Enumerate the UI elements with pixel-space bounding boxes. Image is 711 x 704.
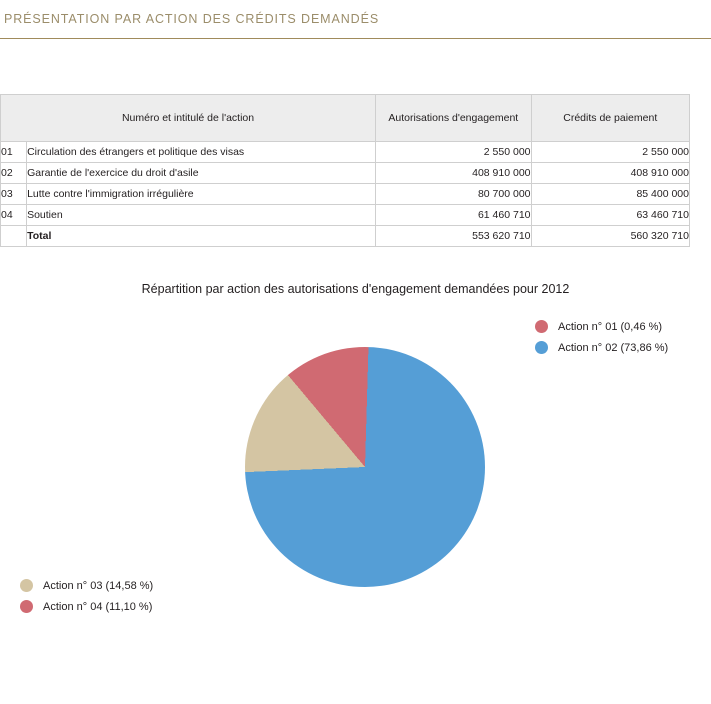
cell-action-number: 01	[1, 142, 27, 163]
legend-label: Action n° 04 (11,10 %)	[43, 600, 153, 613]
cell-action-label: Soutien	[27, 205, 376, 226]
legend-swatch-icon	[20, 600, 33, 613]
legend-swatch-icon	[535, 341, 548, 354]
table-row	[1, 184, 690, 205]
cell-action-label: Garantie de l'exercice du droit d'asile	[27, 163, 376, 184]
legend-swatch-icon	[535, 320, 548, 333]
column-header-cp: Crédits de paiement	[531, 95, 689, 142]
column-header-action: Numéro et intitulé de l'action	[1, 95, 376, 142]
header-divider	[0, 38, 711, 39]
cell-action-label: Circulation des étrangers et politique des visas	[27, 142, 376, 163]
chart-title: Répartition par action des autorisations d'engagement demandées pour 2012	[141, 282, 570, 296]
cell-total-label: Total	[27, 226, 376, 247]
legend-swatch-icon	[20, 579, 33, 592]
table-header	[1, 95, 690, 142]
legend-item	[20, 596, 153, 617]
legend-label: Action n° 03 (14,58 %)	[43, 579, 154, 592]
cell-cp: 2 550 000	[531, 142, 689, 163]
legend-item	[20, 575, 153, 596]
column-header-ae: Autorisations d'engagement	[376, 95, 531, 142]
pie-chart	[245, 347, 485, 587]
legend-label: Action n° 02 (73,86 %)	[558, 341, 669, 354]
cell-ae: 408 910 000	[376, 163, 531, 184]
page-header	[0, 12, 711, 42]
table-body	[1, 142, 690, 247]
chart-legend-bottom	[20, 575, 153, 617]
table-row	[1, 142, 690, 163]
legend-item	[535, 316, 668, 337]
cell-ae: 80 700 000	[376, 184, 531, 205]
cell-ae: 2 550 000	[376, 142, 531, 163]
page-title: PRÉSENTATION PAR ACTION DES CRÉDITS DEMANDÉS	[4, 12, 380, 26]
table-row-total	[1, 226, 690, 247]
cell-action-number: 04	[1, 205, 27, 226]
cell-cp: 408 910 000	[531, 163, 689, 184]
legend-label: Action n° 01 (0,46 %)	[558, 320, 663, 333]
pie-chart-block	[0, 270, 711, 670]
cell-action-number: 02	[1, 163, 27, 184]
cell-cp: 63 460 710	[531, 205, 689, 226]
cell-total-ae: 553 620 710	[376, 226, 531, 247]
credits-table	[0, 94, 690, 247]
legend-item	[535, 337, 668, 358]
chart-legend-top	[535, 316, 668, 358]
table-row	[1, 163, 690, 184]
cell-total-number	[1, 226, 27, 247]
cell-action-number: 03	[1, 184, 27, 205]
table-row	[1, 205, 690, 226]
credits-table-container	[0, 94, 690, 247]
cell-action-label: Lutte contre l'immigration irrégulière	[27, 184, 376, 205]
cell-cp: 85 400 000	[531, 184, 689, 205]
cell-ae: 61 460 710	[376, 205, 531, 226]
cell-total-cp: 560 320 710	[531, 226, 689, 247]
